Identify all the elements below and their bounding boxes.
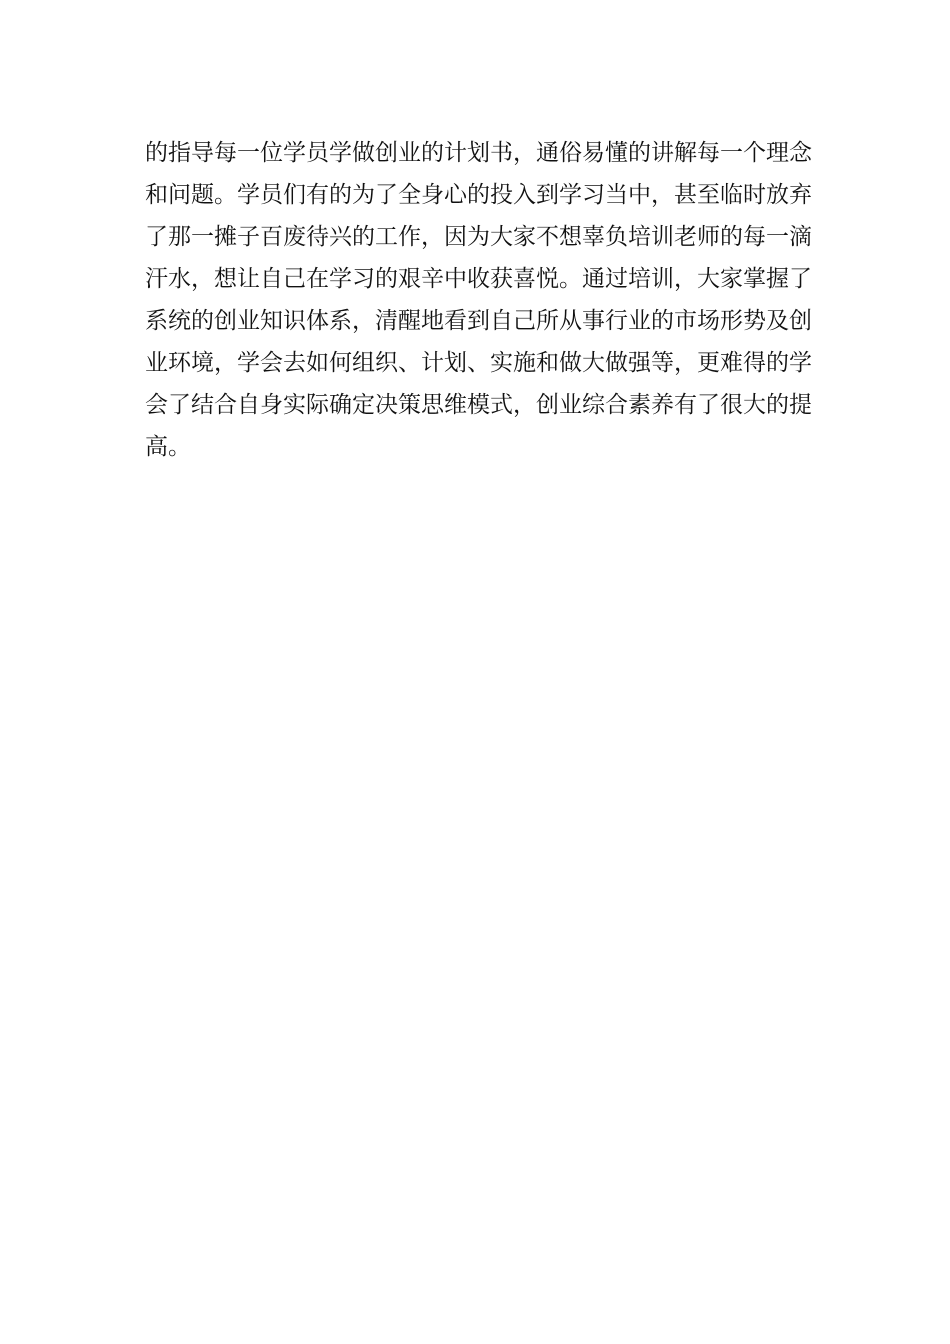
paragraph-line-6: 业环境，学会去如何组织、计划、实施和做大做强等，更难得的学: [145, 350, 812, 376]
paragraph-line-1: 的指导每一位学员学做创业的计划书，通俗易懂的讲解每一个理念: [145, 140, 812, 166]
body-paragraph: [145, 132, 810, 468]
paragraph-line-7: 会了结合自身实际确定决策思维模式，创业综合素养有了很大的提: [145, 392, 812, 418]
paragraph-line-3: 了那一摊子百废待兴的工作，因为大家不想辜负培训老师的每一滴: [145, 224, 812, 250]
paragraph-line-5: 系统的创业知识体系，清醒地看到自己所从事行业的市场形势及创: [145, 308, 812, 334]
paragraph-line-4: 汗水，想让自己在学习的艰辛中收获喜悦。通过培训，大家掌握了: [145, 266, 812, 292]
paragraph-line-2: 和问题。学员们有的为了全身心的投入到学习当中，甚至临时放弃: [145, 182, 812, 208]
paragraph-line-8: 高。: [145, 434, 191, 460]
